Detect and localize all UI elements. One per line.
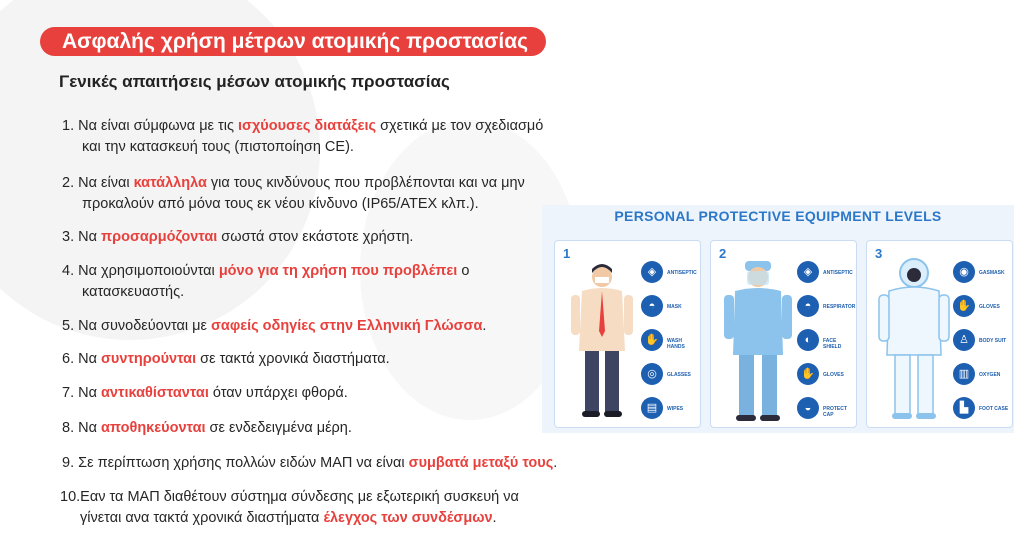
item-highlight: μόνο για τη χρήση που προβλέπει: [218, 263, 458, 279]
item-text: Να είναι: [78, 175, 134, 191]
ppe-infographic: [542, 205, 1014, 433]
item-highlight: αποθηκεύονται: [101, 420, 206, 436]
list-item: [62, 349, 390, 370]
item-text: Να συνοδεύονται με: [78, 318, 211, 334]
item-number: 7.: [62, 385, 75, 401]
section-subtitle: Γενικές απαιτήσεις μέσων ατομικής προστασίας: [59, 72, 450, 91]
list-item: [60, 487, 519, 529]
item-number: 5.: [62, 318, 75, 334]
item-text-line2: προκαλούν από μόνα τους εκ νέου κίνδυνο (IP65/ATEX κλπ.).: [82, 196, 479, 212]
item-number: 2.: [62, 175, 75, 191]
gasmask-icon: ◉: [953, 261, 975, 283]
page-title: Ασφαλής χρήση μέτρων ατομικής προστασίας: [40, 27, 546, 56]
item-number: 9.: [62, 455, 75, 471]
item-highlight: έλεγχος των συνδέσμων: [323, 510, 493, 526]
ppe-item-label: WASH HANDS: [667, 338, 685, 350]
ppe-title: PERSONAL PROTECTIVE EQUIPMENT LEVELS: [614, 208, 942, 224]
item-number: 4.: [62, 263, 75, 279]
list-item: [62, 316, 486, 337]
list-item: [62, 173, 525, 215]
item-text: Να: [78, 385, 102, 401]
item-text: Να χρησιμοποιούνται: [78, 263, 219, 279]
item-number: 6.: [62, 351, 75, 367]
item-text: Να είναι σύμφωνα με τις: [78, 118, 239, 134]
level-number: 1: [563, 246, 571, 261]
person-medical-figure: [721, 255, 795, 425]
glasses-icon: ◎: [641, 363, 663, 385]
ppe-item-label: ANTISEPTIC: [667, 270, 697, 276]
item-text: γίνεται ανα τακτά χρονικά διαστήματα: [80, 510, 324, 526]
item-highlight: αντικαθίστανται: [101, 385, 209, 401]
ppe-item-label: WIPES: [667, 406, 684, 412]
ppe-item-label: MASK: [667, 304, 682, 310]
respirator-icon: ◓: [797, 295, 819, 317]
ppe-item-label: GASMASK: [979, 270, 1005, 276]
item-text: σωστά στον εκάστοτε χρήστη.: [217, 229, 414, 245]
gloves-icon: ✋: [797, 363, 819, 385]
item-number: 1.: [62, 118, 75, 134]
item-number: 8.: [62, 420, 75, 436]
item-text: .: [492, 510, 497, 526]
list-item: [62, 116, 543, 158]
item-highlight: συντηρούνται: [101, 351, 197, 367]
item-text: Σε περίπτωση χρήσης πολλών ειδών ΜΑΠ να είναι: [78, 455, 409, 471]
item-text: .: [482, 318, 487, 334]
item-text: όταν υπάρχει φθορά.: [208, 385, 348, 401]
list-item: [62, 453, 557, 474]
body-suit-icon: ♙: [953, 329, 975, 351]
list-item: [62, 227, 413, 248]
item-text-line2: [60, 508, 519, 529]
face-shield-icon: ◐: [797, 329, 819, 351]
ppe-item-label: OXYGEN: [979, 372, 1001, 378]
foot-case-icon: ▙: [953, 397, 975, 419]
item-highlight: ισχύουσες διατάξεις: [238, 118, 377, 134]
item-text: σε τακτά χρονικά διαστήματα.: [196, 351, 390, 367]
item-text: Εαν τα ΜΑΠ διαθέτουν σύστημα σύνδεσης με εξωτερική συσκευή να: [80, 489, 519, 505]
level-number: 2: [719, 246, 727, 261]
ppe-item-label: GLASSES: [667, 372, 691, 378]
person-hazmat-figure: [877, 251, 951, 423]
ppe-item-label: PROTECT CAP: [823, 406, 847, 418]
item-text: Να: [78, 351, 102, 367]
item-number: 3.: [62, 229, 75, 245]
item-highlight: προσαρμόζονται: [101, 229, 218, 245]
wash-hands-icon: ✋: [641, 329, 663, 351]
list-item: [62, 261, 469, 303]
protect-cap-icon: ◒: [797, 397, 819, 419]
person-casual-figure: [567, 259, 637, 424]
item-text-line2: κατασκευαστής.: [82, 284, 185, 300]
item-text: σχετικά με τον σχεδιασμό: [376, 118, 544, 134]
item-highlight: κατάλληλα: [133, 175, 207, 191]
ppe-level-1-panel: [554, 240, 701, 428]
item-text: Να: [78, 420, 102, 436]
item-text-line2: και την κατασκευή τους (πιστοποίηση CE).: [82, 139, 354, 155]
list-item: [62, 418, 352, 439]
antiseptic-icon: ◈: [641, 261, 663, 283]
list-item: [62, 383, 348, 404]
ppe-item-label: ANTISEPTIC: [823, 270, 853, 276]
ppe-item-label: GLOVES: [979, 304, 1000, 310]
item-highlight: σαφείς οδηγίες στην Ελληνική Γλώσσα: [210, 318, 483, 334]
item-text: .: [553, 455, 558, 471]
ppe-level-2-panel: [710, 240, 857, 428]
mask-icon: ◓: [641, 295, 663, 317]
item-highlight: συμβατά μεταξύ τους: [408, 455, 554, 471]
ppe-item-label: FOOT CASE: [979, 406, 1009, 412]
item-number: 10.: [60, 489, 81, 505]
item-text: για τους κινδύνους που προβλέπονται και να μην: [206, 175, 525, 191]
antiseptic-icon: ◈: [797, 261, 819, 283]
ppe-level-3-panel: [866, 240, 1013, 428]
item-text: σε ενδεδειγμένα μέρη.: [205, 420, 352, 436]
oxygen-icon: ▥: [953, 363, 975, 385]
item-text: Να: [78, 229, 102, 245]
ppe-item-label: FACE SHIELD: [823, 338, 842, 350]
ppe-item-label: RESPIRATOR: [823, 304, 856, 310]
wipes-icon: ▤: [641, 397, 663, 419]
gloves-icon: ✋: [953, 295, 975, 317]
level-number: 3: [875, 246, 883, 261]
item-text: ο: [457, 263, 470, 279]
ppe-item-label: GLOVES: [823, 372, 844, 378]
ppe-item-label: BODY SUIT: [979, 338, 1007, 344]
